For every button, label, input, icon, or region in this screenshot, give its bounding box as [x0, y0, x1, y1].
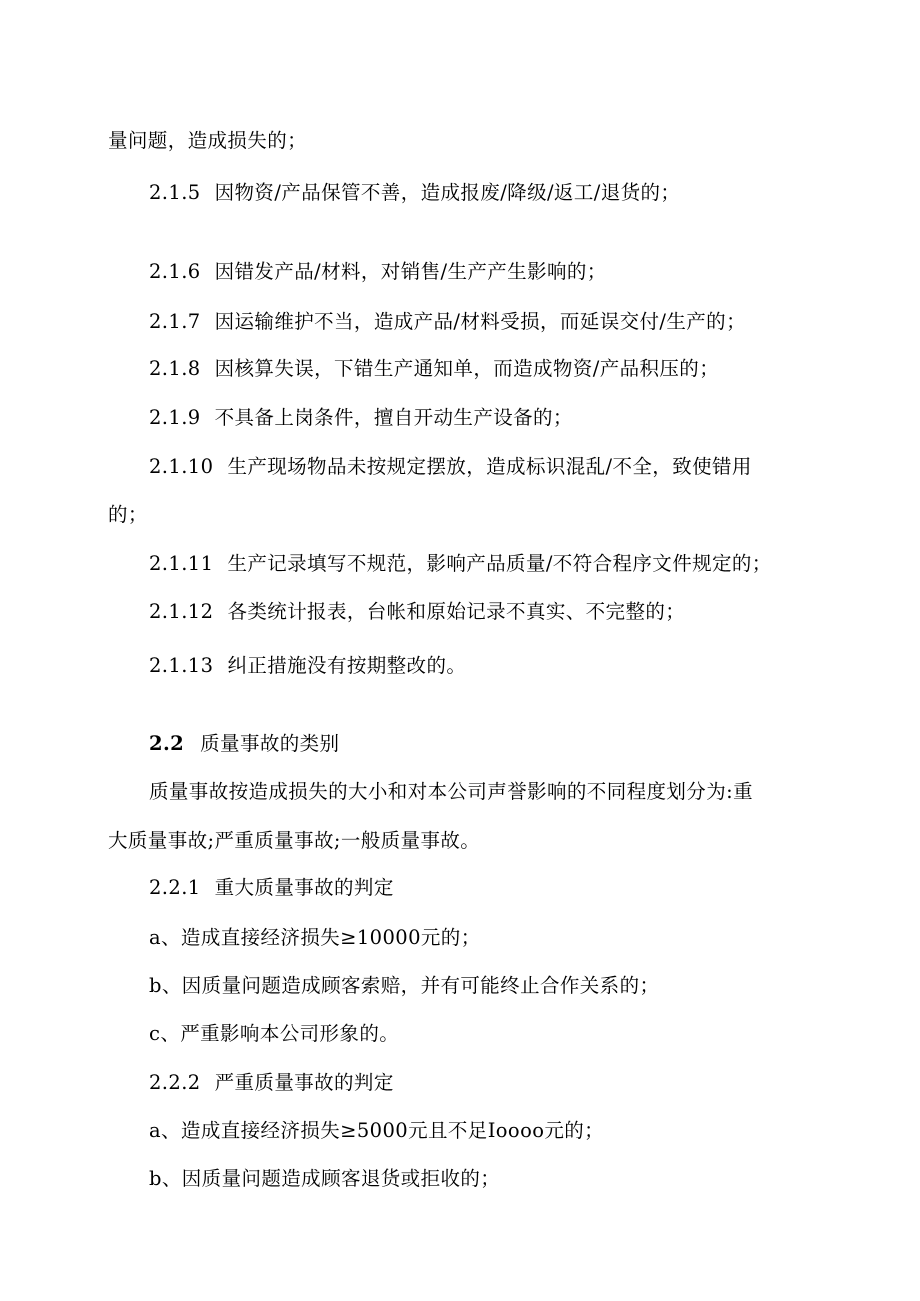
clause-number: 2.1.13: [149, 654, 214, 677]
clause-text: 生产现场物品未按规定摆放，造成标识混乱/不全，致使错用: [227, 455, 752, 478]
clause-text: 重大质量事故的判定: [214, 876, 394, 899]
clause-number: 2.1.6: [149, 260, 201, 283]
list-item-c: [149, 1021, 849, 1047]
clause-text: 生产记录填写不规范，影响产品质量/不符合程序文件规定的；: [227, 552, 772, 575]
list-item-a: [149, 925, 849, 951]
clause-2-1-6: [149, 259, 849, 285]
clause-2-1-10: [149, 454, 849, 480]
clause-2-2-2: [149, 1070, 849, 1096]
clause-number: 2.1.9: [149, 406, 201, 429]
clause-number: 2.2.2: [149, 1071, 201, 1094]
clause-text: 严重质量事故的判定: [214, 1071, 394, 1094]
clause-2-1-9: [149, 405, 849, 431]
section-heading-2-2: [149, 731, 849, 757]
clause-number: 2.1.8: [149, 357, 201, 380]
clause-text: 纠正措施没有按期整改的。: [227, 654, 467, 677]
paragraph-line: [108, 828, 808, 854]
clause-2-1-5: [149, 180, 849, 206]
clause-number: 2.2.1: [149, 876, 201, 899]
paragraph-text: 质量事故按造成损失的大小和对本公司声誉影响的不同程度划分为:重: [149, 780, 753, 803]
paragraph-text: 大质量事故;严重质量事故;一般质量事故。: [108, 829, 481, 852]
list-item-b: [149, 1166, 849, 1192]
clause-number: 2.1.5: [149, 181, 201, 204]
list-item-text: c、严重影响本公司形象的。: [149, 1022, 400, 1045]
clause-text: 各类统计报表，台帐和原始记录不真实、不完整的；: [227, 600, 686, 623]
clause-2-1-7: [149, 309, 849, 335]
line-text: 量问题，造成损失的；: [108, 129, 308, 152]
list-item-text: a、造成直接经济损失≥5000元且不足Ioooo元的；: [149, 1119, 605, 1142]
clause-text: 因物资/产品保管不善，造成报废/降级/返工/退货的；: [214, 181, 681, 204]
list-item-a: [149, 1118, 849, 1144]
clause-text: 不具备上岗条件，擅自开动生产设备的；: [214, 406, 573, 429]
section-title: 质量事故的类别: [200, 732, 340, 755]
clause-text: 因核算失误，下错生产通知单，而造成物资/产品积压的；: [214, 357, 720, 380]
clause-text: 因错发产品/材料，对销售/生产产生影响的；: [214, 260, 607, 283]
clause-2-1-12: [149, 599, 849, 625]
clause-text: 因运输维护不当，造成产品/材料受损，而延误交付/生产的；: [214, 310, 746, 333]
clause-2-2-1: [149, 875, 849, 901]
list-item-b: [149, 973, 849, 999]
clause-number: 2.1.7: [149, 310, 201, 333]
clause-number: 2.1.10: [149, 455, 214, 478]
clause-number: 2.1.11: [149, 552, 214, 575]
text-line-continuation: [108, 502, 808, 528]
clause-2-1-13: [149, 653, 849, 679]
clause-2-1-8: [149, 356, 849, 382]
section-number: 2.2: [149, 732, 185, 755]
clause-number: 2.1.12: [149, 600, 214, 623]
line-text: 的；: [108, 503, 148, 526]
list-item-text: b、因质量问题造成顾客退货或拒收的；: [149, 1167, 501, 1190]
text-line-continuation: [108, 128, 808, 154]
clause-2-1-11: [149, 551, 849, 577]
paragraph-line: [149, 779, 849, 805]
list-item-text: b、因质量问题造成顾客索赔，并有可能终止合作关系的；: [149, 974, 660, 997]
list-item-text: a、造成直接经济损失≥10000元的；: [149, 926, 481, 949]
